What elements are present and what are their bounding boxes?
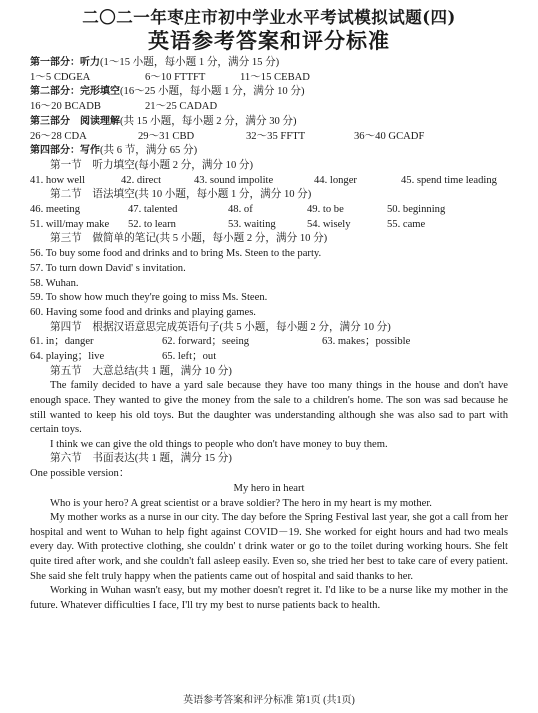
answer-52: 52. to learn	[128, 218, 176, 230]
section2-answers-row1	[30, 203, 508, 218]
answer-48: 48. of	[228, 204, 253, 216]
part3-answer-c: 32～35 FFTT	[246, 130, 306, 142]
answer-42: 42. direct	[121, 174, 162, 186]
essay-paragraph-1: Who is your hero? A great scientist or a brave soldier? The hero in my heart is my mother.	[50, 497, 432, 509]
summary-paragraph-1: The family decided to have a yard sale because they have too many things in the house and don't have enough space. They wanted to give the money from the sale to a children's home. The son was sad because he still wanted to keep his old toys. But the daughter was understanding although she was also sad to part with certain toys.	[30, 380, 508, 436]
part3-info: (共 15 小题，每小题 2 分，满分 30 分)	[120, 115, 297, 127]
part3-answers	[30, 130, 508, 145]
part1-header	[30, 56, 508, 71]
answer-64: 64. playing；live	[30, 351, 105, 363]
part1-answer-c: 11～15 CEBAD	[240, 71, 310, 83]
answer-59: 59. To show how much they're going to miss Ms. Steen.	[30, 292, 268, 304]
answer-51: 51. will/may make	[30, 218, 110, 230]
part4-info: (共 6 节，满分 65 分)	[100, 145, 198, 157]
answer-65: 65. left；out	[162, 351, 217, 363]
section4-answers-row1	[30, 335, 508, 350]
part1-answer-a: 1～5 CDGEA	[30, 71, 91, 83]
answer-44: 44. longer	[314, 174, 357, 186]
answer-63: 63. makes；possible	[322, 336, 411, 348]
essay-intro: One possible version：	[30, 468, 130, 480]
answer-41: 41. how well	[30, 174, 86, 186]
answer-50: 50. beginning	[387, 204, 446, 216]
part1-answer-b: 6～10 FTTFT	[145, 71, 206, 83]
section4-heading: 第四节 根据汉语意思完成英语句子(共 5 小题，每小题 2 分，满分 10 分)	[50, 321, 391, 333]
answer-54: 54. wisely	[307, 218, 351, 230]
part2-heading: 第二部分：完形填空	[30, 86, 120, 98]
essay-paragraph-2: My mother works as a nurse in our city. The day before the Spring Festival last year, she got a call from her hospital and went to Wuhan to help fight against COVID－19. She worked for eight hours and had two meals every day. With protective clothing, she couldn' t drink water or go to the toilet during working hours. She felt quite tired after work, and she couldn't fall asleep easily. Even so, she tried her best to take care of every patient. She said she felt truly happy when the patients came out of hospital and said thanks to her.	[30, 512, 508, 582]
part3-answer-d: 36～40 GCADF	[354, 130, 425, 142]
page-title: 二〇二一年枣庄市初中学业水平考试模拟试题(四)	[82, 8, 456, 27]
page-footer: 英语参考答案和评分标准 第1页 (共1页)	[183, 695, 355, 706]
section1-answers	[30, 174, 508, 189]
answer-46: 46. meeting	[30, 204, 81, 216]
part4-heading: 第四部分：写作	[30, 145, 100, 157]
answer-45: 45. spend time leading	[401, 174, 497, 186]
answer-57: 57. To turn down David' s invitation.	[30, 262, 186, 274]
answer-58: 58. Wuhan.	[30, 277, 79, 289]
section2-answers-row2	[30, 218, 508, 233]
summary-paragraph-2: I think we can give the old things to people who don't have money to buy them.	[50, 438, 388, 450]
part2-info: (16～25 小题，每小题 1 分，满分 10 分)	[120, 86, 305, 98]
section5-heading: 第五节 大意总结(共 1 题，满分 10 分)	[50, 365, 232, 377]
part1-heading: 第一部分：听力	[30, 57, 100, 68]
part2-answer-a: 16～20 BCADB	[30, 101, 101, 113]
section3-heading: 第三节 做简单的笔记(共 5 小题，每小题 2 分，满分 10 分)	[50, 233, 328, 245]
essay-paragraph-3: Working in Wuhan wasn't easy, but my mother doesn't regret it. I'd like to be a nurse like my mother in the future. Whatever difficulties I face, I'll try my best to nurse patients back to health.	[30, 585, 508, 611]
page-subtitle: 英语参考答案和评分标准	[148, 28, 390, 53]
part3-answer-a: 26～28 CDA	[30, 130, 87, 142]
answer-49: 49. to be	[307, 204, 344, 216]
part2-header	[30, 85, 508, 100]
answer-53: 53. waiting	[228, 218, 276, 230]
section4-answers-row2	[30, 350, 508, 365]
answer-55: 55. came	[387, 218, 426, 230]
part2-answers	[30, 100, 508, 115]
section6-heading: 第六节 书面表达(共 1 题，满分 15 分)	[50, 453, 232, 465]
part3-answer-b: 29～31 CBD	[138, 130, 195, 142]
essay-title: My hero in heart	[233, 482, 305, 494]
section2-heading: 第二节 语法填空(共 10 小题，每小题 1 分，满分 10 分)	[50, 189, 312, 201]
answer-62: 62. forward；seeing	[162, 336, 250, 348]
answer-60: 60. Having some food and drinks and playing games.	[30, 306, 256, 318]
answer-61: 61. in；danger	[30, 336, 94, 348]
part4-header	[30, 144, 508, 159]
answer-56: 56. To buy some food and drinks and to bring Ms. Steen to the party.	[30, 248, 322, 260]
part1-answers	[30, 71, 508, 86]
part3-header	[30, 115, 508, 130]
part1-info: (1～15 小题，每小题 1 分，满分 15 分)	[100, 57, 280, 68]
part3-heading: 第三部分 阅读理解	[30, 115, 120, 127]
answer-43: 43. sound impolite	[194, 174, 274, 186]
part2-answer-b: 21～25 CADAD	[145, 101, 218, 113]
section1-heading: 第一节 听力填空(每小题 2 分，满分 10 分)	[50, 159, 254, 171]
answer-47: 47. talented	[128, 204, 178, 216]
